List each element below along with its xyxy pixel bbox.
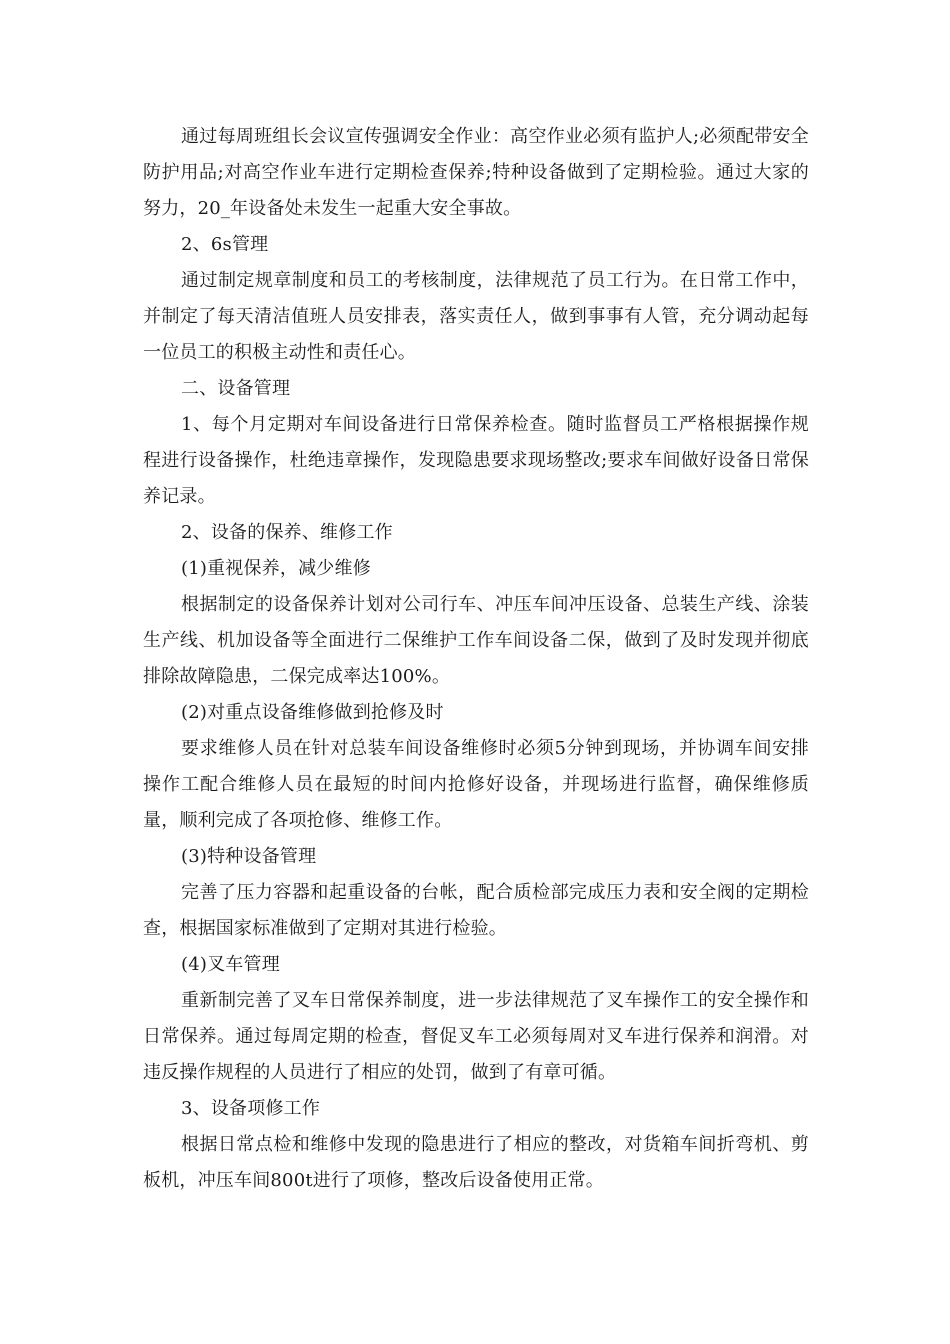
subheading-prioritize-maintenance: (1)重视保养，减少维修 xyxy=(181,558,371,579)
heading-maintenance-work: 2、设备的保养、维修工作 xyxy=(181,522,393,543)
paragraph-overhaul-work: 根据日常点检和维修中发现的隐患进行了相应的整改，对货箱车间折弯机、剪板机，冲压车间800t进行了项修，整改后设备使用正常。 xyxy=(143,1134,809,1191)
paragraph-special-equipment: 完善了压力容器和起重设备的台帐，配合质检部完成压力表和安全阀的定期检查，根据国家标准做到了定期对其进行检验。 xyxy=(143,882,809,939)
heading-overhaul-work: 3、设备项修工作 xyxy=(181,1098,321,1119)
paragraph-repair-response: 要求维修人员在针对总装车间设备维修时必须5分钟到现场，并协调车间安排操作工配合维修人员在最短的时间内抢修好设备，并现场进行监督，确保维修质量，顺利完成了各项抢修、维修工作。 xyxy=(143,738,809,831)
heading-6s-management: 2、6s管理 xyxy=(181,234,269,255)
heading-equipment-management: 二、设备管理 xyxy=(181,378,291,399)
paragraph-maintenance-plan: 根据制定的设备保养计划对公司行车、冲压车间冲压设备、总装生产线、涂装生产线、机加设备等全面进行二保维护工作车间设备二保，做到了及时发现并彻底排除故障隐患，二保完成率达100%。 xyxy=(143,594,809,687)
paragraph-safety-meetings: 通过每周班组长会议宣传强调安全作业：高空作业必须有监护人;必须配带安全防护用品;对高空作业车进行定期检查保养;特种设备做到了定期检验。通过大家的努力，20_年设备处未发生一起重大安全事故。 xyxy=(143,126,809,219)
subheading-special-equipment: (3)特种设备管理 xyxy=(181,846,317,867)
paragraph-monthly-inspection: 1、每个月定期对车间设备进行日常保养检查。随时监督员工严格根据操作规程进行设备操作，杜绝违章操作，发现隐患要求现场整改;要求车间做好设备日常保养记录。 xyxy=(143,414,809,507)
paragraph-6s-rules: 通过制定规章制度和员工的考核制度，法律规范了员工行为。在日常工作中，并制定了每天清洁值班人员安排表，落实责任人，做到事事有人管，充分调动起每一位员工的积极主动性和责任心。 xyxy=(143,270,809,363)
paragraph-forklift-management: 重新制完善了叉车日常保养制度，进一步法律规范了叉车操作工的安全操作和日常保养。通过每周定期的检查，督促叉车工必须每周对叉车进行保养和润滑。对违反操作规程的人员进行了相应的处罚，做到了有章可循。 xyxy=(143,990,809,1083)
subheading-key-equipment-repair: (2)对重点设备维修做到抢修及时 xyxy=(181,702,444,723)
subheading-forklift-management: (4)叉车管理 xyxy=(181,954,280,975)
document-body xyxy=(143,119,809,1199)
